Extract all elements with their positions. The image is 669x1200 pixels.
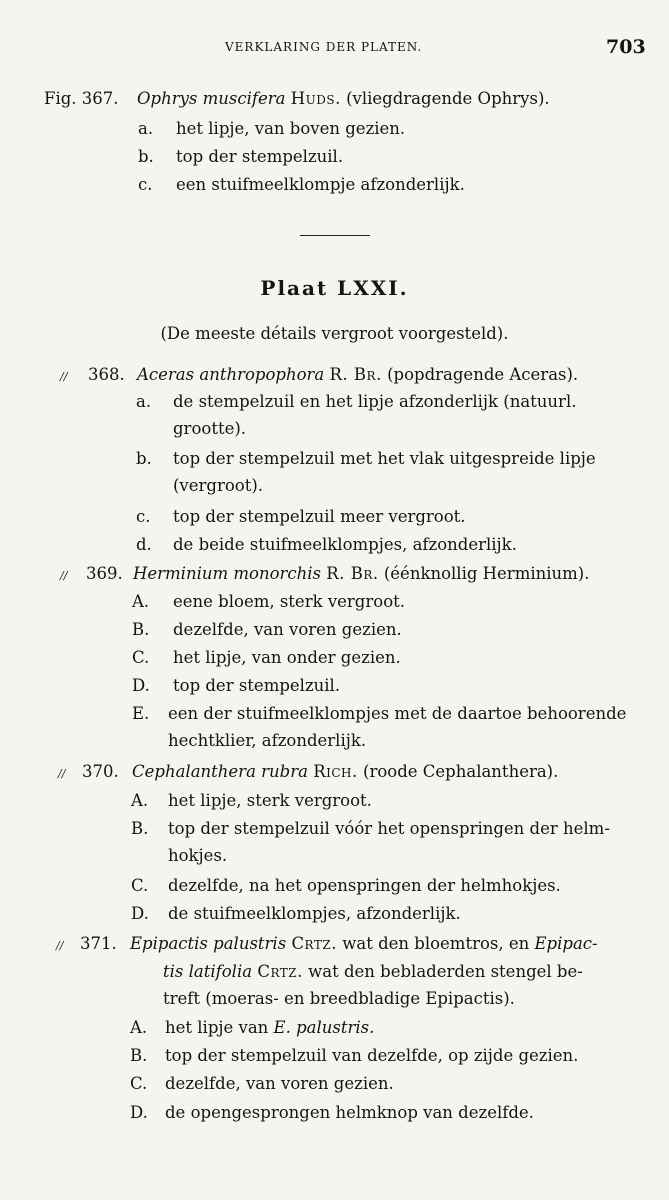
ditto-mark: // (56, 939, 64, 952)
plate-title: Plaat LXXI. (260, 276, 409, 300)
item-text: grootte). (173, 419, 247, 438)
species-name: Aceras anthropophora (137, 365, 325, 384)
running-head (0, 36, 669, 60)
author: Crtz. (291, 934, 337, 953)
item-key: C. (132, 648, 150, 667)
item-text: top der stempelzuil met het vlak uitgespreide lipje (173, 449, 596, 468)
item-text: de beide stuifmeelklompjes, afzonderlijk. (173, 535, 517, 554)
item-key: c. (136, 507, 151, 526)
species-name: Ophrys muscifera (137, 89, 286, 108)
item-text: top der stempelzuil meer vergroot. (173, 507, 466, 526)
item-key: a. (136, 392, 152, 411)
item-key: D. (132, 676, 150, 695)
item-text: top der stempelzuil vóór het openspringen der helm- (168, 819, 610, 838)
author: R. Br. (329, 365, 382, 384)
species-name: Herminium monorchis (133, 564, 322, 583)
species-name: Epipac- (534, 934, 598, 953)
fig-number: 370. (82, 762, 119, 781)
plate-subtitle: (De meeste détails vergroot voorgesteld). (160, 324, 509, 343)
item-text: een stuifmeelklompje afzonderlijk. (176, 175, 465, 194)
description-text: wat den bebladerden stengel be- (308, 962, 583, 981)
item-text: hechtklier, afzonderlijk. (168, 731, 367, 750)
species-name: tis latifolia (163, 962, 253, 981)
fig-label: Fig. 367. (44, 89, 119, 108)
item-text: het lipje, sterk vergroot. (168, 791, 372, 810)
item-key: d. (136, 535, 152, 554)
item-text: de stempelzuil en het lipje afzonderlijk (natuurl. (173, 392, 577, 411)
common-name: (éénknollig Herminium). (383, 564, 590, 583)
item-key: C. (130, 1074, 148, 1093)
author: R. Br. (326, 564, 379, 583)
item-key: b. (136, 449, 152, 468)
description-text: wat den bloemtros, en (342, 934, 530, 953)
item-key: B. (131, 819, 149, 838)
item-text: top der stempelzuil. (173, 676, 341, 695)
fig-number: 371. (80, 934, 117, 953)
section-divider (300, 235, 370, 236)
item-key: A. (131, 791, 149, 810)
item-key: b. (138, 147, 154, 166)
item-text: top der stempelzuil. (176, 147, 344, 166)
ditto-mark: // (60, 370, 68, 383)
item-key: E. (132, 704, 150, 723)
fig-number: 368. (88, 365, 125, 384)
item-key: A. (130, 1018, 148, 1037)
item-text: een der stuifmeelklompjes met de daartoe behoorende (168, 704, 627, 723)
species-name: Epipactis palustris (130, 934, 287, 953)
item-text: de stuifmeelklompjes, afzonderlijk. (168, 904, 461, 923)
item-key: D. (131, 904, 149, 923)
item-text: (vergroot). (173, 476, 264, 495)
ditto-mark: // (58, 767, 66, 780)
author: Crtz. (257, 962, 303, 981)
item-text: dezelfde, na het openspringen der helmhokjes. (168, 876, 561, 895)
item-text: dezelfde, van voren gezien. (165, 1074, 394, 1093)
common-name: (roode Cephalanthera). (363, 762, 559, 781)
item-key: C. (131, 876, 149, 895)
common-name: (popdragende Aceras). (387, 365, 579, 384)
item-text: dezelfde, van voren gezien. (173, 620, 402, 639)
item-text: top der stempelzuil van dezelfde, op zijde gezien. (165, 1046, 579, 1065)
item-key: B. (130, 1046, 148, 1065)
ditto-mark: // (60, 569, 68, 582)
item-text: de opengesprongen helmknop van dezelfde. (165, 1103, 534, 1122)
author: Rich. (313, 762, 358, 781)
fig-number: 369. (86, 564, 123, 583)
item-text: het lipje, van onder gezien. (173, 648, 401, 667)
description-text: treft (moeras- en breedbladige Epipactis). (163, 989, 515, 1008)
item-text: hokjes. (168, 846, 228, 865)
item-key: a. (138, 119, 154, 138)
author: Huds. (290, 89, 341, 108)
common-name: (vliegdragende Ophrys). (346, 89, 550, 108)
item-key: A. (132, 592, 150, 611)
item-key: B. (132, 620, 150, 639)
item-text: het lipje, van boven gezien. (176, 119, 406, 138)
species-abbrev: E. palustris. (273, 1018, 375, 1037)
running-title: VERKLARING DER PLATEN. (225, 40, 423, 54)
item-text: eene bloem, sterk vergroot. (173, 592, 405, 611)
item-key: D. (130, 1103, 148, 1122)
species-name: Cephalanthera rubra (132, 762, 308, 781)
item-text: het lipje van (165, 1018, 269, 1037)
page-number: 703 (606, 36, 646, 58)
item-key: c. (138, 175, 153, 194)
